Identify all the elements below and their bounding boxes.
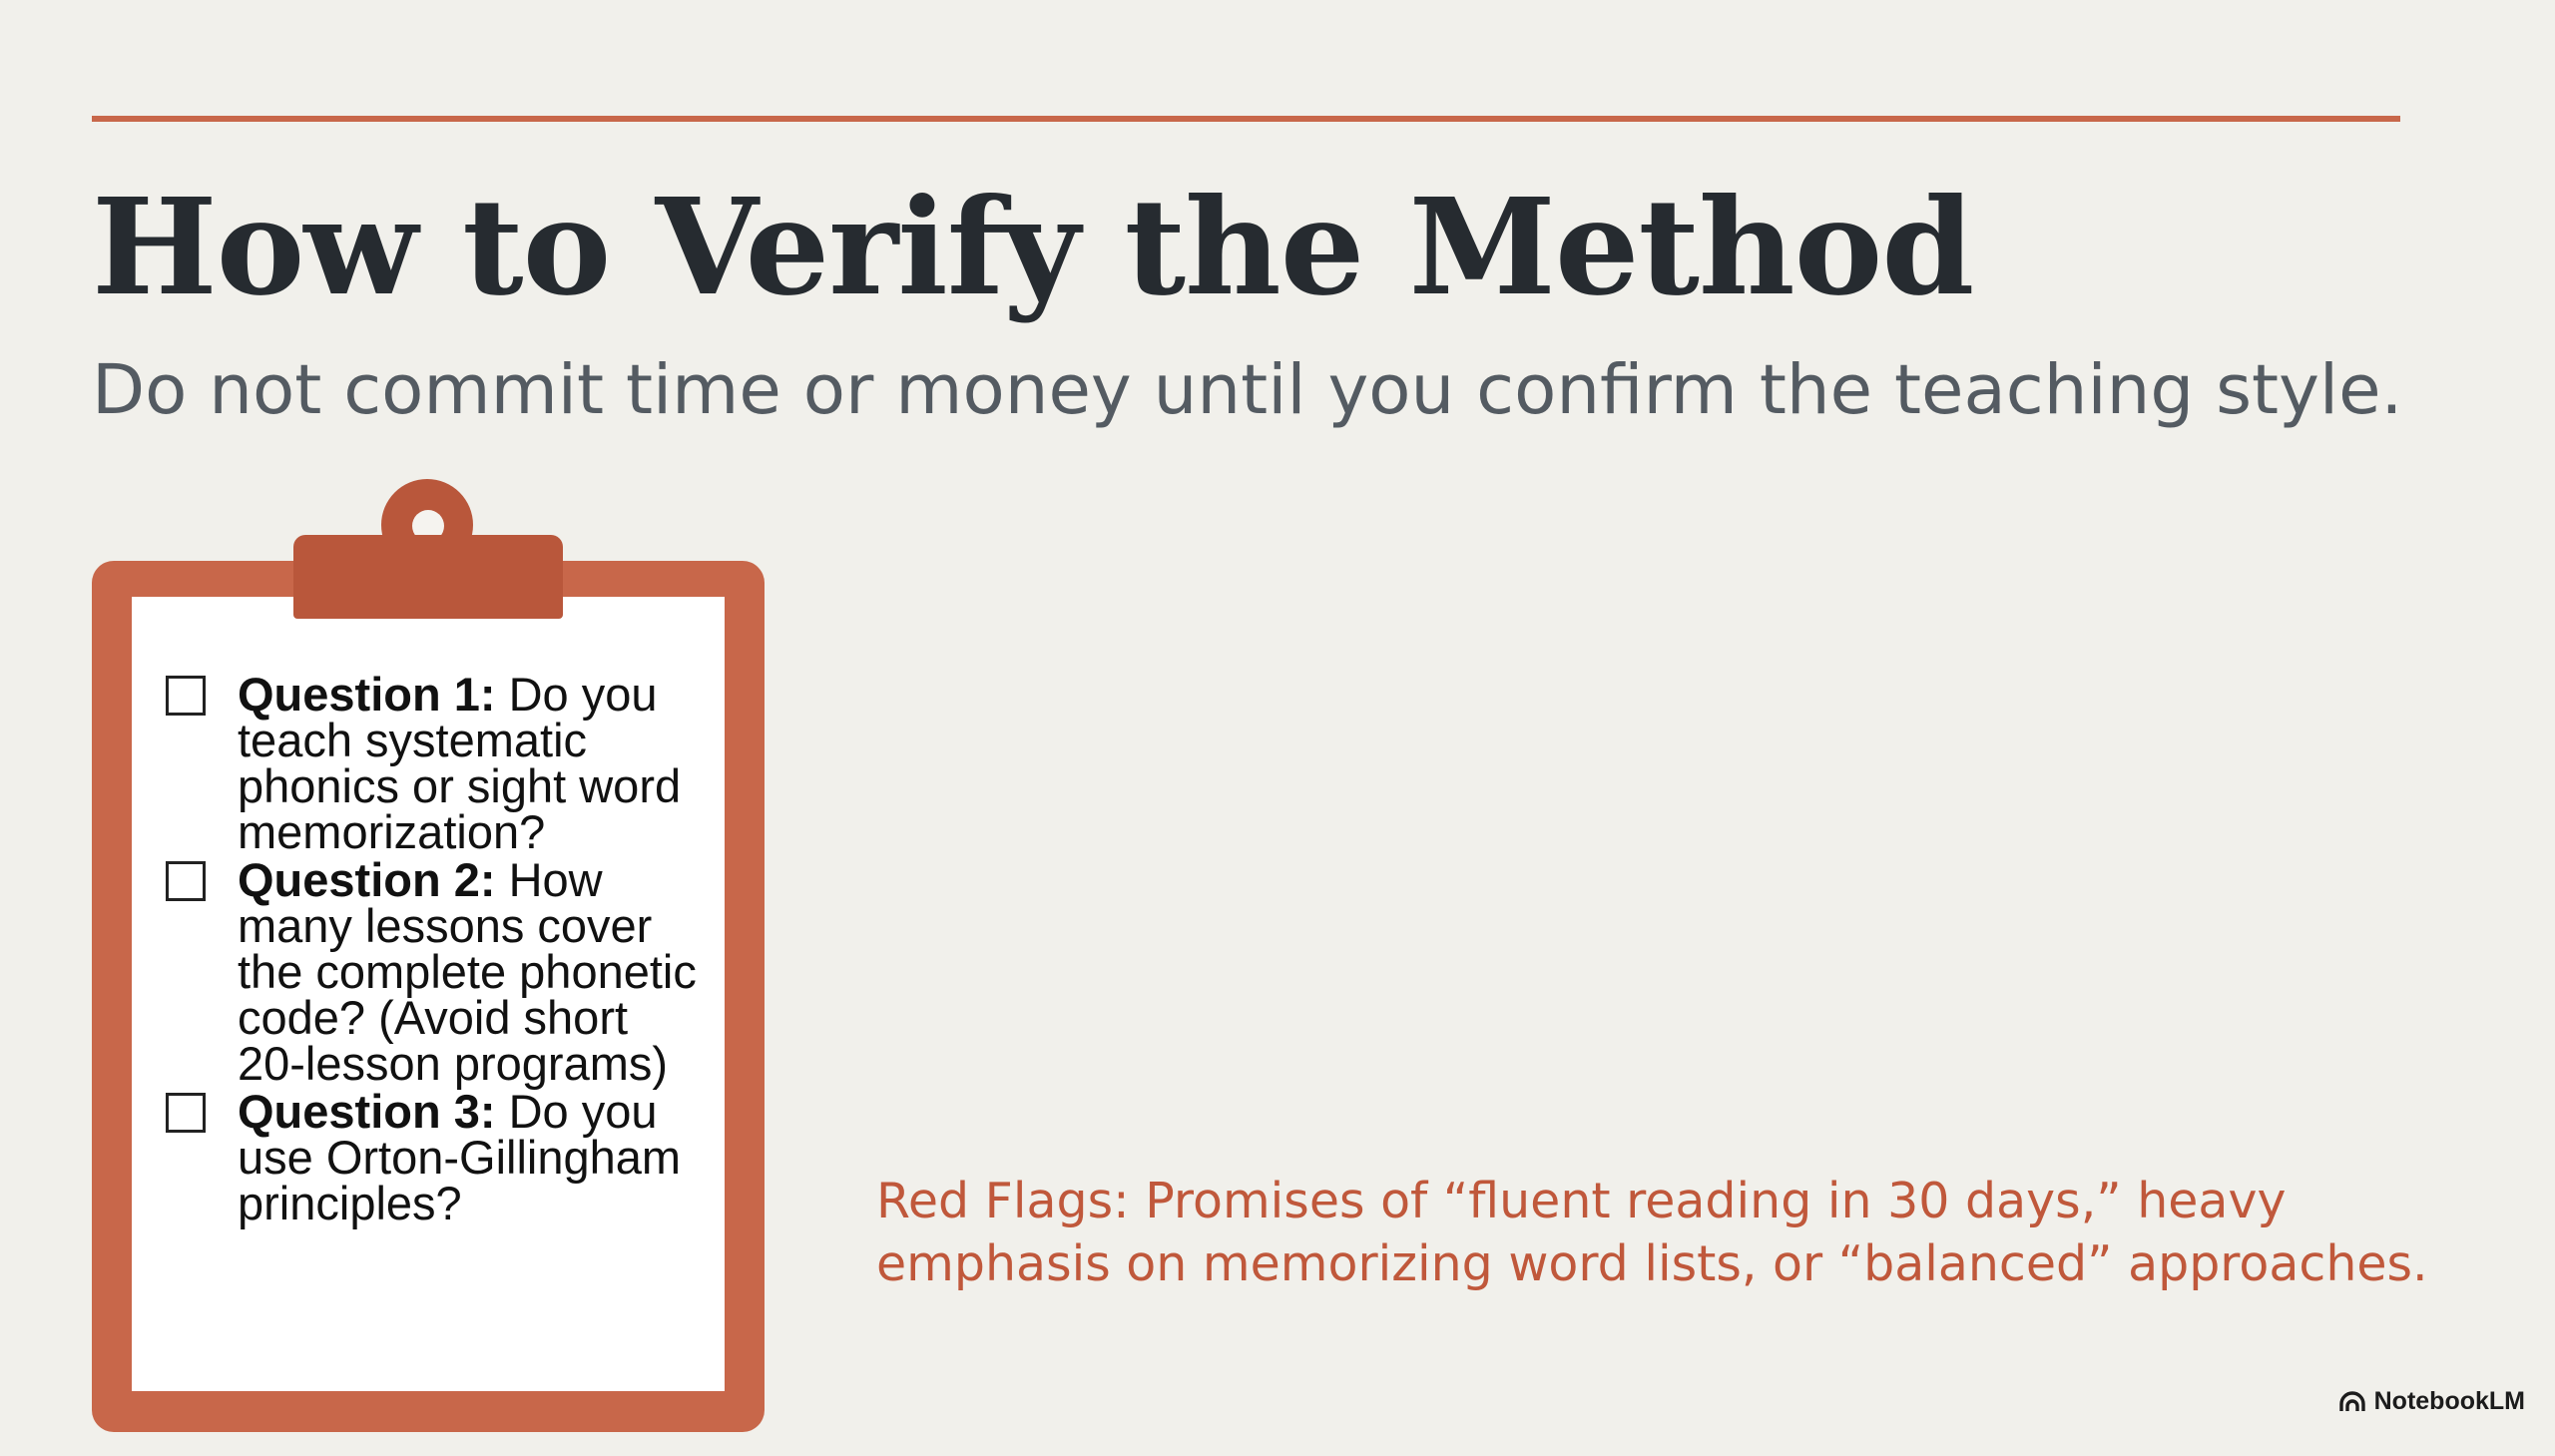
brand-watermark	[2338, 1387, 2525, 1416]
slide-subtitle: Do not commit time or money until you confirm the teaching style.	[92, 350, 2403, 430]
question-text: Do you use Orton-Gillingham principles?	[238, 1085, 682, 1229]
question-label: Question 1:	[238, 668, 496, 721]
checklist-item-question-3	[166, 1085, 705, 1229]
question-label: Question 2:	[238, 853, 496, 906]
clipboard-illustration	[92, 479, 765, 1432]
brand-name: NotebookLM	[2373, 1387, 2525, 1415]
notebooklm-logo-icon	[2338, 1391, 2366, 1413]
checkbox-icon[interactable]	[166, 1093, 206, 1133]
red-flags-note: Red Flags: Promises of “fluent reading in 30 days,” heavy emphasis on memorizing word lists, or “balanced” approaches.	[876, 1173, 2428, 1292]
clipboard-clip	[293, 535, 563, 619]
question-label: Question 3:	[238, 1085, 496, 1138]
checkbox-icon[interactable]	[166, 861, 206, 901]
question-text: Do you teach systematic phonics or sight word memorization?	[238, 668, 682, 858]
checklist-item-question-1	[166, 668, 705, 858]
checklist-item-question-2	[166, 853, 705, 1090]
slide-title: How to Verify the Method	[92, 170, 1974, 325]
top-divider	[92, 116, 2400, 122]
question-checklist	[166, 668, 705, 1229]
question-text: How many lessons cover the complete phonetic code? (Avoid short 20-lesson programs)	[238, 853, 697, 1090]
checkbox-icon[interactable]	[166, 676, 206, 716]
